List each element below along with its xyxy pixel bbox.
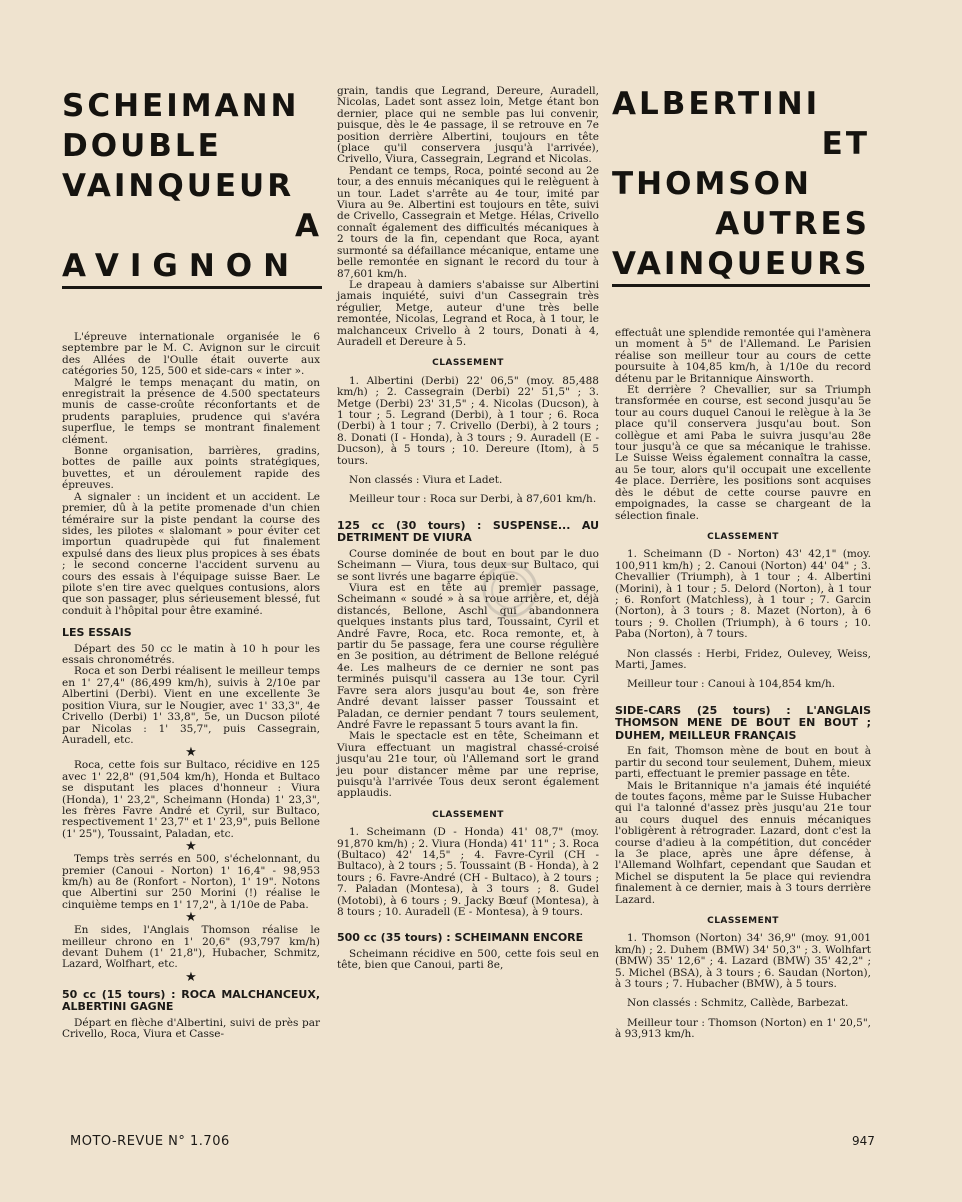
middle-column — [337, 86, 599, 972]
results: 1. Scheimann (D - Norton) 43' 42,1" (moy. 100,911 km/h) ; 2. Canoui (Norton) 44' 04" ; 3. Chevallier (Triumph), à 1 tour ; 4. Albertini (Morini), à 1 tour ; 5. Delord (Norton), à 1 tour ; 6. Ronfort (Matchless), à 1 tour ; 7. Garcin (Norton), à 3 tours ; 8. Mazet (Norton), à 6 tours ; 9. Chollen (Triumph), à 6 tours ; 10. Paba (Norton), à 7 tours. — [615, 548, 871, 641]
results: 1. Thomson (Norton) 34' 36,9" (moy. 91,001 km/h) ; 2. Duhem (BMW) 34' 50,3" ; 3. Wolhfart (BMW) 35' 12,6" ; 4. Lazard (BMW) 35' 42,2" ; 5. Michel (BSA), à 3 tours ; 6. Saudan (Norton), à 3 tours ; 7. Hubacher (BMW), à 5 tours. — [615, 932, 871, 990]
meilleur-tour: Meilleur tour : Canoui à 104,854 km/h. — [627, 678, 836, 691]
paragraph: Roca et son Derbi réalisent le meilleur temps en 1' 27,4" (86,499 km/h), suivis à 2/10e par Albertini (Derbi). Vient en une excellente 3e position Viura, sur le Nougier, avec 1' 33,3", 4e Crivello (Derbi) 1' 33,8", 5e, un Ducson piloté par Nicolas : 1' 35,7", puis Cassegrain, Auradell, etc. — [62, 665, 320, 746]
right-headline — [612, 84, 870, 287]
magazine-footer: MOTO-REVUE N° 1.706 — [70, 1134, 230, 1149]
classement-label: CLASSEMENT — [432, 809, 504, 820]
paragraph: En fait, Thomson mène de bout en bout à partir du second tour seulement, Duhem, mieux parti, effectuant le premier passage en tête. — [615, 745, 871, 781]
headline-line: ALBERTINI — [612, 86, 821, 122]
watermark-logo-icon — [480, 560, 540, 620]
headline-line: SCHEIMANN — [62, 88, 300, 124]
paragraph: Mais le spectacle est en tête, Scheimann et Viura effectuant un magistral chassé-croisé jusqu'au 21e tour, où l'Allemand sort le grand jeu pour distancer même par une reprise, puisqu'à l'arrivée Tous deux seront également applaudis. — [337, 730, 599, 800]
non-classes: Non classés : Viura et Ladet. — [349, 474, 503, 486]
paragraph: Départ en flèche d'Albertini, suivi de près par Crivello, Roca, Viura et Casse- — [62, 1016, 320, 1041]
paragraph: effectuât une splendide remontée qui l'amènera un moment à 5" de l'Allemand. Le Parisien réalise son meilleur tour au cours de cette poursuite à 104,85 km/h, à 1/10e du record détenu par le Britannique Ainsworth. — [615, 327, 871, 385]
headline-line: A — [295, 208, 322, 244]
paragraph: grain, tandis que Legrand, Dereure, Auradell, Nicolas, Ladet sont assez loin, Metge étant bon dernier, place qui ne semble pas lui convenir, puisque, dès le 4e passage, il se retrouve en 7e position derrière Albertini, toujours en tête (place qu'il conservera jusqu'à l'arrivée), Crivello, Viura, Cassegrain, Legrand et Nicolas. — [337, 85, 599, 166]
meilleur-tour: Meilleur tour : Thomson (Norton) en 1' 20,5", à 93,913 km/h. — [615, 1016, 871, 1041]
classement-label: CLASSEMENT — [432, 358, 504, 369]
headline-line: THOMSON — [612, 166, 812, 202]
meilleur-tour: Meilleur tour : Roca sur Derbi, à 87,601 km/h. — [349, 493, 597, 506]
section-title: 50 cc (15 tours) : ROCA MALCHANCEUX, ALBERTINI GAGNE — [62, 987, 320, 1014]
paragraph: Le drapeau à damiers s'abaisse sur Albertini jamais inquiété, suivi d'un Cassegrain très régulier, Metge, auteur d'une très belle remontée, Nicolas, Legrand et Roca, à 1 tour, le malchanceux Crivello à 2 tours, Donati à 4, Auradell et Dereure à 5. — [337, 278, 599, 348]
paragraph: Bonne organisation, barrières, gradins, bottes de paille aux points stratégiques, buvettes, et un déroulement rapide des épreuves. — [62, 445, 320, 492]
paragraph: Scheimann récidive en 500, cette fois seul en tête, bien que Canoui, parti 8e, — [337, 947, 599, 972]
section-title: LES ESSAIS — [62, 626, 132, 640]
star-separator: ★ — [185, 969, 197, 985]
paragraph: En sides, l'Anglais Thomson réalise le meilleur chrono en 1' 20,6" (93,797 km/h) devant Duhem (1' 21,8"), Hubacher, Schmitz, Lazard, Wolfhart, etc. — [62, 924, 320, 971]
right-column — [615, 328, 871, 1041]
star-separator: ★ — [185, 745, 197, 761]
section-title: 500 cc (35 tours) : SCHEIMANN ENCORE — [337, 931, 584, 945]
paragraph: Course dominée de bout en bout par le duo Scheimann — Viura, tous deux sur Bultaco, qui se sont livrés une bagarre épique. — [337, 547, 599, 583]
headline-line: VAINQUEUR — [62, 168, 295, 204]
paragraph: Pendant ce temps, Roca, pointé second au 2e tour, a des ennuis mécaniques qui le relèguent à un tour. Ladet s'arrête au 4e tour, imité par Viura au 9e. Albertini est toujours en tête, suivi de Crivello, Cassegrain et Metge. Hélas, Crivello connaît également des difficultés mécaniques à 2 tours de la fin, cependant que Roca, ayant surmonté sa défaillance mécanique, entame une belle remontée en signant le record du tour à 87,601 km/h. — [337, 164, 599, 280]
headline-line: ET — [821, 126, 870, 162]
classement-label: CLASSEMENT — [707, 915, 779, 926]
headline-line: AUTRES — [715, 206, 870, 242]
paragraph: Mais le Britannique n'a jamais été inquiété de toutes façons, même par le Suisse Hubacher qui l'a talonné d'assez près jusqu'au 21e tour au cours duquel des ennuis mécaniques l'obligèrent à rétrograder. Lazard, dont c'est la course d'adieu à la compétition, dut concéder la 3e place, après une âpre défense, à l'Allemand Wolhfart, cependant que Saudan et Michel se disputent la 5e place qui reviendra finalement à ce dernier, mais à 3 tours derrière Lazard. — [615, 779, 871, 906]
non-classes: Non classés : Schmitz, Callède, Barbezat. — [627, 997, 849, 1010]
paragraph: A signaler : un incident et un accident. Le premier, dû à la petite promenade d'un chien téméraire sur la piste pendant la course des sides, les pilotes « slalomant » pour éviter cet importun quadrupède qui fut finalement expulsé dans des lieux plus propices à ses ébats ; le second concerne l'accident survenu au cours des essais à l'équipage suisse Baer. Le pilote s'en tire avec quelques contusions, alors que son passager, plus sérieusement blessé, fut conduit à l'hôpital pour être examiné. — [62, 490, 320, 617]
section-title: SIDE-CARS (25 tours) : L'ANGLAIS THOMSON MENE DE BOUT EN BOUT ; DUHEM, MEILLEUR FRANÇAIS — [615, 703, 871, 742]
star-separator: ★ — [185, 839, 197, 855]
page-number: 947 — [852, 1134, 875, 1148]
results: 1. Albertini (Derbi) 22' 06,5" (moy. 85,488 km/h) ; 2. Cassegrain (Derbi) 22' 51,5" ; 3. Metge (Derbi) 23' 31,5" ; 4. Nicolas (Ducson), à 1 tour ; 5. Legrand (Derbi), à 1 tour ; 6. Roca (Derbi) à 1 tour ; 7. Crivello (Derbi), à 2 tours ; 8. Donati (I - Honda), à 3 tours ; 9. Auradell (E - Ducson), à 5 tours ; 10. Dereure (Itom), à 5 tours. — [337, 374, 599, 467]
paragraph: Temps très serrés en 500, s'échelonnant, du premier (Canoui - Norton) 1' 16,4" - 98,953 km/h) au 8e (Ronfort - Norton), 1' 19". Notons que Albertini sur 250 Morini (!) réalise le cinquième temps en 1' 17,2", à 1/10e de Paba. — [62, 853, 320, 911]
section-title: 125 cc (30 tours) : SUSPENSE... AU DETRIMENT DE VIURA — [337, 518, 599, 545]
results: 1. Scheimann (D - Honda) 41' 08,7" (moy. 91,870 km/h) ; 2. Viura (Honda) 41' 11" ; 3. Roca (Bultaco) 42' 14,5" ; 4. Favre-Cyril (CH - Bultaco), à 2 tours ; 5. Toussaint (B - Honda), à 2 tours ; 6. Favre-André (CH - Bultaco), à 2 tours ; 7. Paladan (Montesa), à 3 tours ; 8. Gudel (Motobi), à 6 tours ; 9. Jacky Bœuf (Montesa), à 8 tours ; 10. Auradell (E - Montesa), à 9 tours. — [337, 826, 599, 918]
headline-line: VAINQUEURS — [612, 244, 870, 287]
non-classes: Non classés : Herbi, Fridez, Oulevey, Weiss, Marti, James. — [615, 647, 871, 671]
left-column — [62, 332, 320, 1041]
classement-label: CLASSEMENT — [707, 531, 779, 542]
paragraph: Viura est en tête au premier passage, Scheimann « soudé » à sa roue arrière, et, déjà distancés, Bellone, Aschl qui abandonnera quelques instants plus tard, Toussaint, Cyril et André Favre, Roca, etc. Roca remonte, et, à partir du 5e passage, fera une course régulière en 3e position, au détriment de Bellone relégué 4e. Les malheurs de ce dernier ne sont pas terminés puisqu'il cassera au 13e tour. Cyril Favre sera alors jusqu'au bout 4e, son frère André devant laisser passer Toussaint et Paladan, ce dernier pendant 7 tours seulement, André Favre le repassant 5 tours avant la fin. — [337, 582, 599, 731]
headline-line: DOUBLE — [62, 128, 222, 164]
star-separator: ★ — [185, 910, 197, 926]
paragraph: Et derrière ? Chevallier, sur sa Triumph transformée en course, est second jusqu'au 5e tour au cours duquel Canoui le relègue à la 3e place qu'il conservera jusqu'au bout. Son collègue et ami Paba le suivra jusqu'au 28e tour jusqu'à ce que sa mécanique le trahisse. Le Suisse Weiss également connaîtra la casse, au 5e tour, alors qu'il occupait une excellente 4e place. Derrière, les positions sont acquises dès le début de cette course pauvre en empoignades, la casse se chargeant de la sélection finale. — [615, 384, 871, 522]
left-headline — [62, 86, 322, 289]
paragraph: L'épreuve internationale organisée le 6 septembre par le M. C. Avignon sur le circuit des Allées de l'Oulle était ouverte aux catégories 50, 125, 500 et side-cars « inter ». — [62, 331, 320, 378]
paragraph: Départ des 50 cc le matin à 10 h pour les essais chronométrés. — [62, 642, 320, 667]
headline-line: AVIGNON — [62, 246, 322, 289]
paragraph: Roca, cette fois sur Bultaco, récidive en 125 avec 1' 22,8" (91,504 km/h), Honda et Bultaco se disputant les places d'honneur : Viura (Honda), 1' 23,2", Scheimann (Honda) 1' 23,3", les frères Favre André et Cyril, sur Bultaco, respectivement 1' 23,7" et 1' 23,9", puis Bellone (1' 25"), Toussaint, Paladan, etc. — [62, 759, 320, 840]
paragraph: Malgré le temps menaçant du matin, on enregistrait la présence de 4.500 spectateurs munis de casse-croûte réconfortants et de prudents parapluies, prudence qui s'avéra superflue, le temps se montrant finalement clément. — [62, 376, 320, 446]
